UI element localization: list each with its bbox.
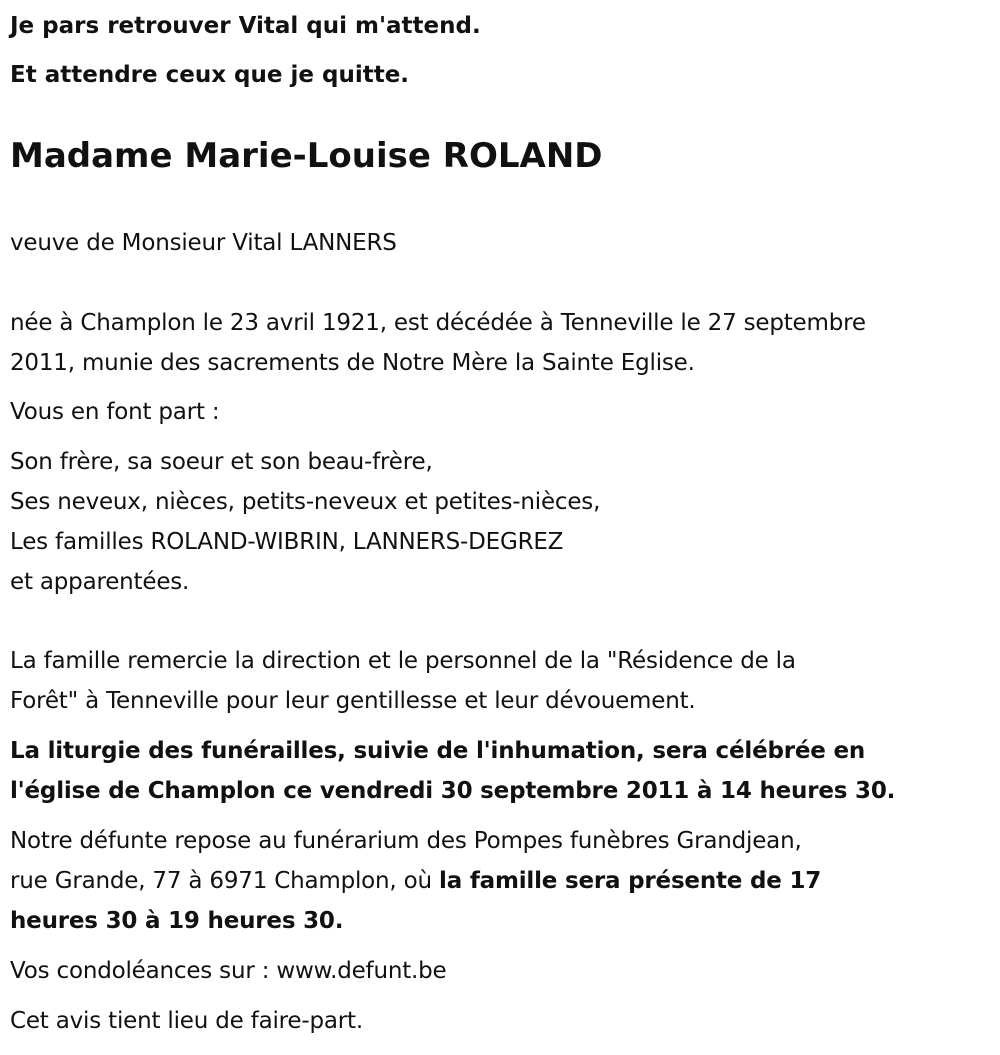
viewing-line-2 (10, 861, 821, 901)
funeral-line-1: La liturgie des funérailles, suivie de l'inhumation, sera célébrée en (10, 738, 866, 764)
family-line-3: Les familles ROLAND-WIBRIN, LANNERS-DEGREZ (10, 529, 564, 555)
condolences-link: Vos condoléances sur : www.defunt.be (10, 958, 447, 984)
thanks-paragraph (10, 641, 796, 721)
viewing-paragraph (10, 821, 821, 941)
viewing-line-2-plain: rue Grande, 77 à 6971 Champlon, où (10, 868, 440, 894)
thanks-line-1: La famille remercie la direction et le personnel de la "Résidence de la (10, 648, 796, 674)
family-list (10, 442, 600, 602)
funeral-paragraph (10, 731, 895, 811)
family-line-1: Son frère, sa soeur et son beau-frère, (10, 449, 433, 475)
deceased-name: Madame Marie-Louise ROLAND (10, 136, 603, 176)
family-intro: Vous en font part : (10, 399, 220, 425)
viewing-line-3: heures 30 à 19 heures 30. (10, 908, 344, 934)
epigraph-line-1: Je pars retrouver Vital qui m'attend. (10, 13, 481, 39)
widow-of: veuve de Monsieur Vital LANNERS (10, 230, 397, 256)
family-line-4: et apparentées. (10, 569, 190, 595)
family-line-2: Ses neveux, nièces, petits-neveux et petites-nièces, (10, 489, 601, 515)
thanks-line-2: Forêt" à Tenneville pour leur gentillesse et leur dévouement. (10, 688, 696, 714)
birth-death-line-1: née à Champlon le 23 avril 1921, est décédée à Tenneville le 27 septembre (10, 310, 866, 336)
faire-part-notice: Cet avis tient lieu de faire-part. (10, 1008, 363, 1034)
epigraph-line-2: Et attendre ceux que je quitte. (10, 62, 410, 88)
funeral-line-2: l'église de Champlon ce vendredi 30 septembre 2011 à 14 heures 30. (10, 778, 896, 804)
viewing-line-2-bold: la famille sera présente de 17 (439, 868, 822, 894)
viewing-line-1: Notre défunte repose au funérarium des Pompes funèbres Grandjean, (10, 828, 802, 854)
birth-death-line-2: 2011, munie des sacrements de Notre Mère la Sainte Eglise. (10, 350, 695, 376)
birth-death-paragraph (10, 303, 866, 383)
